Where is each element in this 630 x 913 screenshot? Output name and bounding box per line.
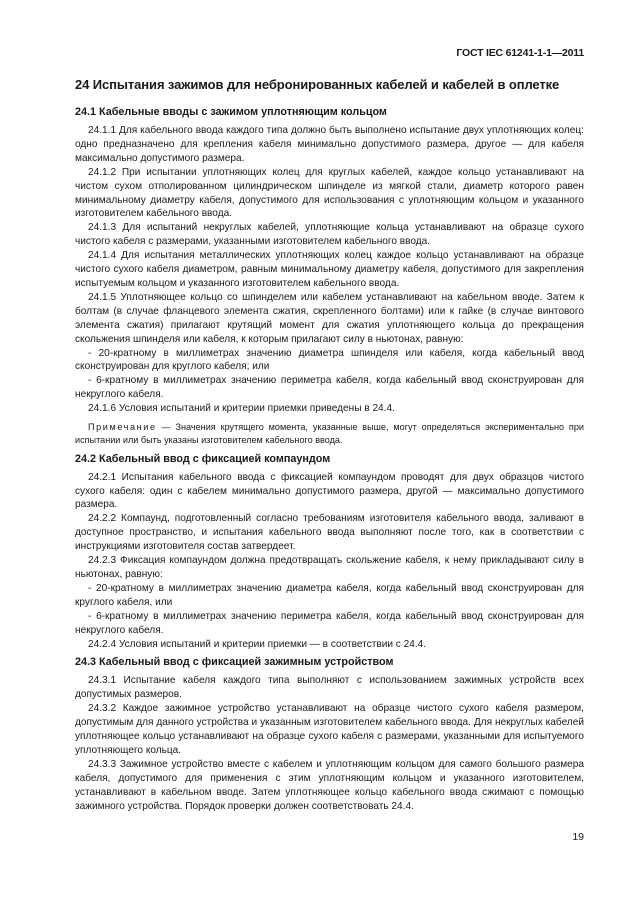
paragraph-24-3-1: 24.3.1 Испытание кабеля каждого типа выполняют с использованием зажимных устройств всех допустимых размеров. xyxy=(75,675,584,701)
page-content xyxy=(75,76,584,813)
paragraph-24-1-3: 24.1.3 Для испытаний некруглых кабелей, уплотняющие кольца устанавливают на образце сухого чистого кабеля с размерами, указанными изготовителем кабельного ввода. xyxy=(75,222,584,248)
list-item: - 20-кратному в миллиметрах значению диаметра кабеля, когда кабельный ввод сконструирован для круглого кабеля, или xyxy=(75,582,584,608)
paragraph-24-1-5: 24.1.5 Уплотняющее кольцо со шпинделем или кабелем устанавливают на кабельном вводе. Затем к болтам (в случае фланцевого элемента сжатия, скрепленного болтами) или к гайке (в случае винтового элемента сжатия) прилагают крутящий момент для сжатия уплотняющего кольца до прекращения скольжения шпинделя или кабеля, к которым прилагают силу в ньютонах, равную: xyxy=(75,291,584,345)
paragraph-24-3-2: 24.3.2 Каждое зажимное устройство устанавливают на образце чистого сухого кабеля размером, допустимым для данного устройства и указанным изготовителем кабельного ввода. Для некруглых кабелей уплотняющее кольцо устанавливают на образце сухого кабеля с размерами, указанными для испытуемого уплотняющего кольца. xyxy=(75,703,584,756)
subsection-title-24-3: 24.3 Кабельный ввод с фиксацией зажимным устройством xyxy=(75,656,394,669)
section-title: 24 Испытания зажимов для небронированных кабелей и кабелей в оплетке xyxy=(75,77,560,92)
paragraph-24-3-3: 24.3.3 Зажимное устройство вместе с кабелем и уплотняющим кольцом для самого большого размера кабеля, допустимого для применения с этим уплотняющим кольцом и указанного изготовителем, устанавливают в кабельном вводе. Затем уплотняющее кольцо кабельного ввода сжимают с помощью зажимного устройства. Порядок проверки должен соответствовать 24.4. xyxy=(75,758,584,812)
page-number: 19 xyxy=(572,831,584,843)
list-item: - 6-кратному в миллиметрах значению периметра кабеля, когда кабельный ввод сконструирован для некруглого кабеля. xyxy=(75,610,584,636)
list-item: - 20-кратному в миллиметрах значению диаметра шпинделя или кабеля, когда кабельный ввод сконструирован для круглого кабеля; или xyxy=(75,347,584,373)
paragraph-24-1-4: 24.1.4 Для испытания металлических уплотняющих колец каждое кольцо устанавливают на образце чистого сухого кабеля диаметром, равным минимальному диаметру кабеля, допустимого для закрепления испытуемым кольцом и указанного изготовителем кабельного ввода. xyxy=(75,250,584,289)
note xyxy=(75,421,584,447)
subsection-title-24-2: 24.2 Кабельный ввод с фиксацией компаундом xyxy=(75,452,331,465)
note-text: — Значения крутящего момента, указанные выше, могут определяться экспериментально при испытании или быть указаны изготовителем кабельного ввода. xyxy=(75,422,584,445)
note-label: Примечание xyxy=(88,422,157,433)
standard-header: ГОСТ IEC 61241-1-1—2011 xyxy=(456,47,584,59)
paragraph-24-2-3: 24.2.3 Фиксация компаундом должна предотвращать скольжение кабеля, к нему прикладывают силу в ньютонах, равную: xyxy=(75,555,584,580)
paragraph-24-1-6: 24.1.6 Условия испытаний и критерии приемки приведены в 24.4. xyxy=(88,403,395,415)
paragraph-24-2-1: 24.2.1 Испытания кабельного ввода с фиксацией компаундом проводят для двух образцов чистого сухого кабеля: один с кабелем минимально допустимого размера, другой — максимально допустимого размера. xyxy=(75,471,584,511)
paragraph-24-1-1: 24.1.1 Для кабельного ввода каждого типа должно быть выполнено испытание двух уплотняющих колец: одно предназначено для крепления кабеля минимально допустимого размера, другое — для кабеля максимально допустимого размера. xyxy=(75,125,584,164)
subsection-title-24-1: 24.1 Кабельные вводы с зажимом уплотняющим кольцом xyxy=(75,106,387,118)
list-item: - 6-кратному в миллиметрах значению периметра кабеля, когда кабельный ввод сконструирован для некруглого кабеля. xyxy=(75,375,584,401)
paragraph-24-2-4: 24.2.4 Условия испытаний и критерии приемки — в соответствии с 24.4. xyxy=(88,638,427,650)
paragraph-24-2-2: 24.2.2 Компаунд, подготовленный согласно требованиям изготовителя кабельного ввода, заливают в доступное пространство, и испытания кабельного ввода выполняют после того, как в соответствии с инструкциями изготовителя состав затвердеет. xyxy=(75,513,584,553)
paragraph-24-1-2: 24.1.2 При испытании уплотняющих колец для круглых кабелей, каждое кольцо устанавливают на чистом сухом отполированном цилиндрическом шпинделе из мягкой стали, диаметр которого равен минимальному диаметру кабеля, допустимого для использования с уплотняющим кольцом и указанного изготовителем кабельного ввода. xyxy=(75,166,584,220)
